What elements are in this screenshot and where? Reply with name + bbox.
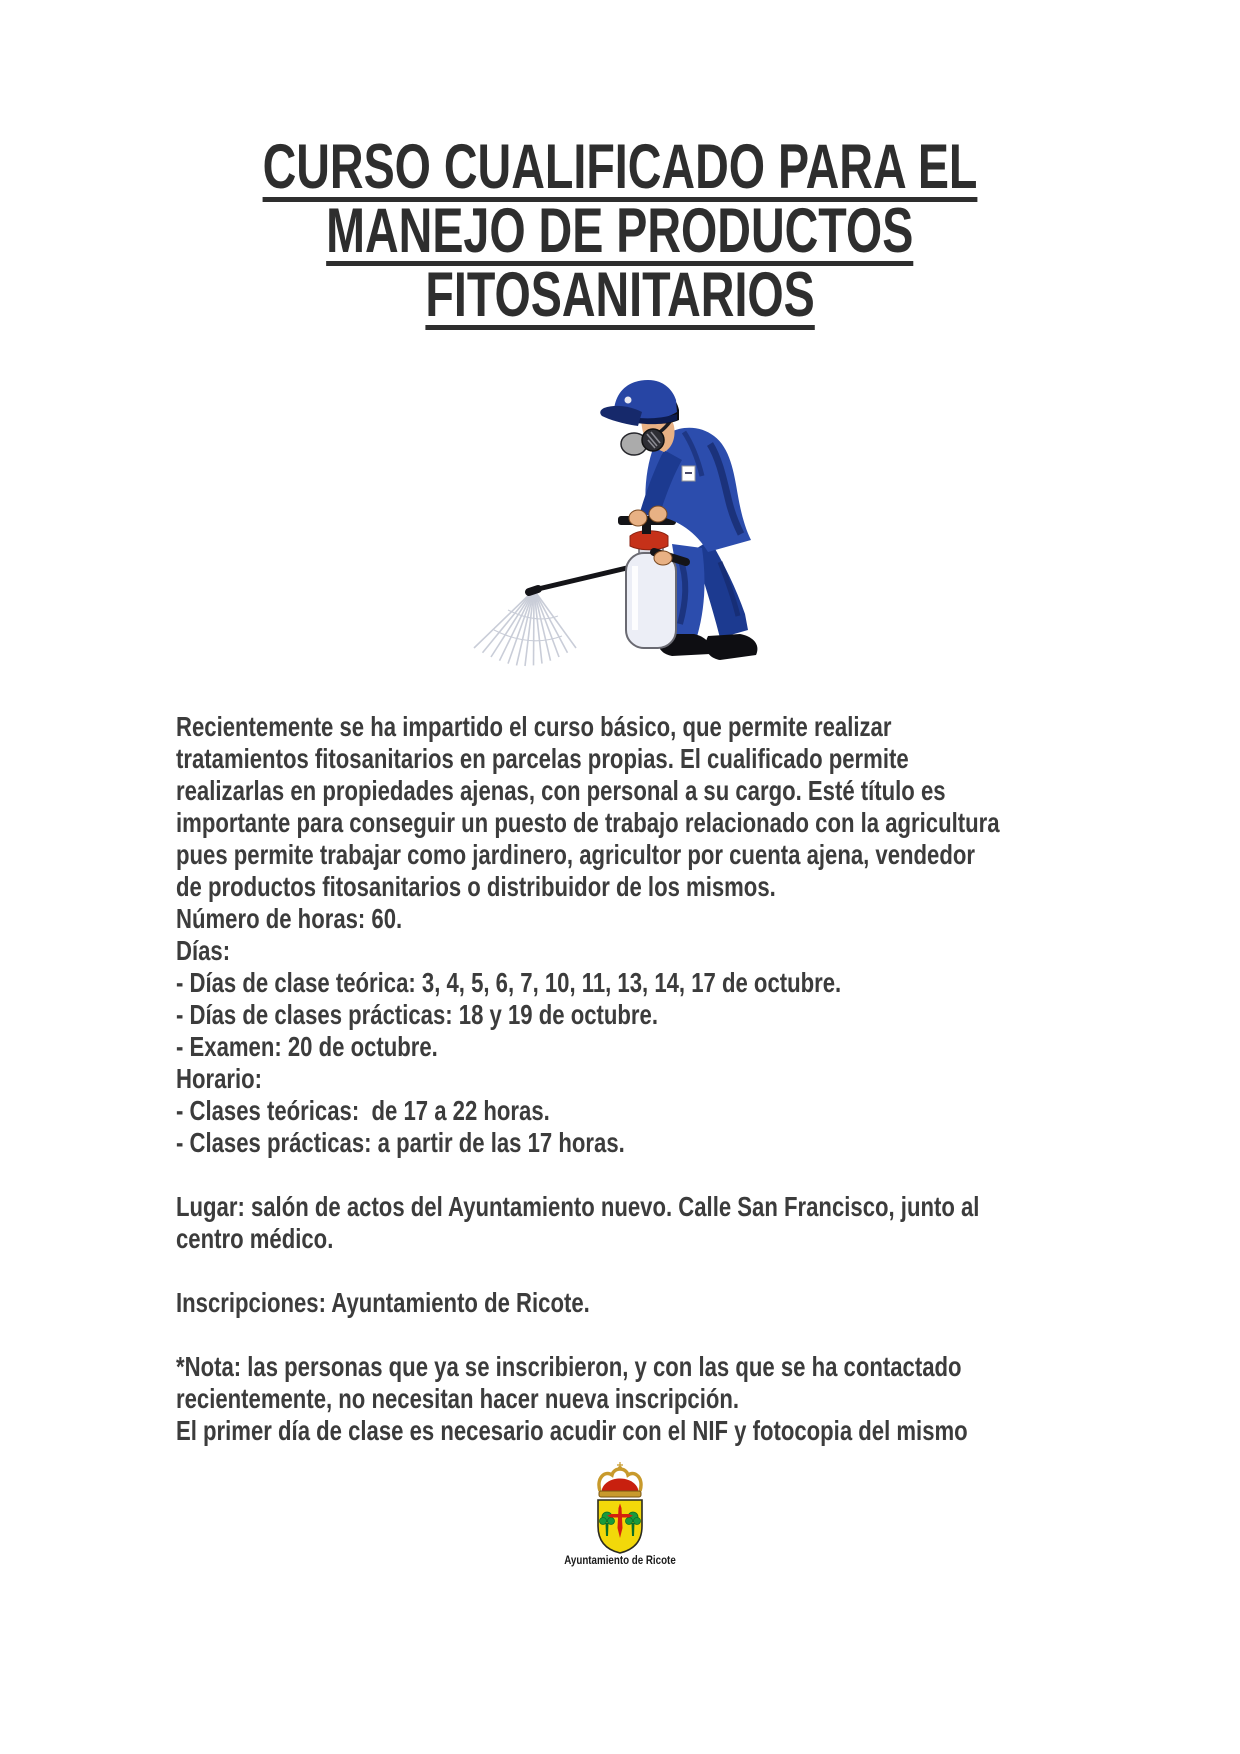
body-line: - Días de clases prácticas: 18 y 19 de octubre. (176, 999, 658, 1030)
body-line: pues permite trabajar como jardinero, agricultor por cuenta ajena, vendedor (176, 839, 975, 870)
body-line (176, 1319, 1240, 1351)
logo-caption: Ayuntamiento de Ricote (564, 1555, 676, 1567)
back-shoe (706, 634, 758, 660)
body-line: - Clases prácticas: a partir de las 17 horas. (176, 1127, 625, 1158)
body-text (176, 711, 1240, 1447)
body-line (176, 1255, 1240, 1287)
title-line-3 (0, 260, 1240, 330)
body-line: - Examen: 20 de octubre. (176, 1031, 438, 1062)
body-line: importante para conseguir un puesto de trabajo relacionado con la agricultura (176, 807, 1000, 838)
page-title (0, 132, 1240, 330)
worker-cap-icon (600, 380, 679, 426)
spray-mist-icon (474, 590, 576, 666)
body-line: Inscripciones: Ayuntamiento de Ricote. (176, 1287, 590, 1318)
body-line: tratamientos fitosanitarios en parcelas propias. El cualificado permite (176, 743, 909, 774)
body-line: *Nota: las personas que ya se inscribieron, y con las que se ha contactado (176, 1351, 962, 1382)
title-line-1 (0, 132, 1240, 202)
body-line: centro médico. (176, 1223, 334, 1254)
body-line: de productos fitosanitarios o distribuidor de los mismos. (176, 871, 776, 902)
body-line: Horario: (176, 1063, 263, 1094)
shield-icon (598, 1500, 642, 1553)
body-line: - Días de clase teórica: 3, 4, 5, 6, 7, 10, 11, 13, 14, 17 de octubre. (176, 967, 842, 998)
body-line: Número de horas: 60. (176, 903, 403, 934)
crown-icon (599, 1462, 641, 1497)
body-line: Recientemente se ha impartido el curso básico, que permite realizar (176, 711, 892, 742)
body-line: - Clases teóricas: de 17 a 22 horas. (176, 1095, 550, 1126)
title-text-3: FITOSANITARIOS (425, 260, 815, 330)
body-line (176, 1159, 1240, 1191)
sprayer-worker-svg (458, 348, 788, 678)
title-text-1: CURSO CUALIFICADO PARA EL (262, 132, 978, 202)
coat-of-arms-svg (585, 1462, 655, 1562)
body-line: Días: (176, 935, 231, 966)
title-line-2 (0, 196, 1240, 266)
sprayer-worker-illustration (458, 348, 788, 678)
sprayer-tank-icon (626, 531, 676, 648)
title-text-2: MANEJO DE PRODUCTOS (326, 196, 914, 266)
cap-emblem (625, 397, 632, 404)
ricote-coat-of-arms (585, 1462, 655, 1562)
body-line: recientemente, no necesitan hacer nueva inscripción. (176, 1383, 740, 1414)
body-line: realizarlas en propiedades ajenas, con personal a su cargo. Esté título es (176, 775, 946, 806)
body-line: El primer día de clase es necesario acudir con el NIF y fotocopia del mismo (176, 1415, 968, 1446)
body-line: Lugar: salón de actos del Ayuntamiento nuevo. Calle San Francisco, junto al (176, 1191, 980, 1222)
